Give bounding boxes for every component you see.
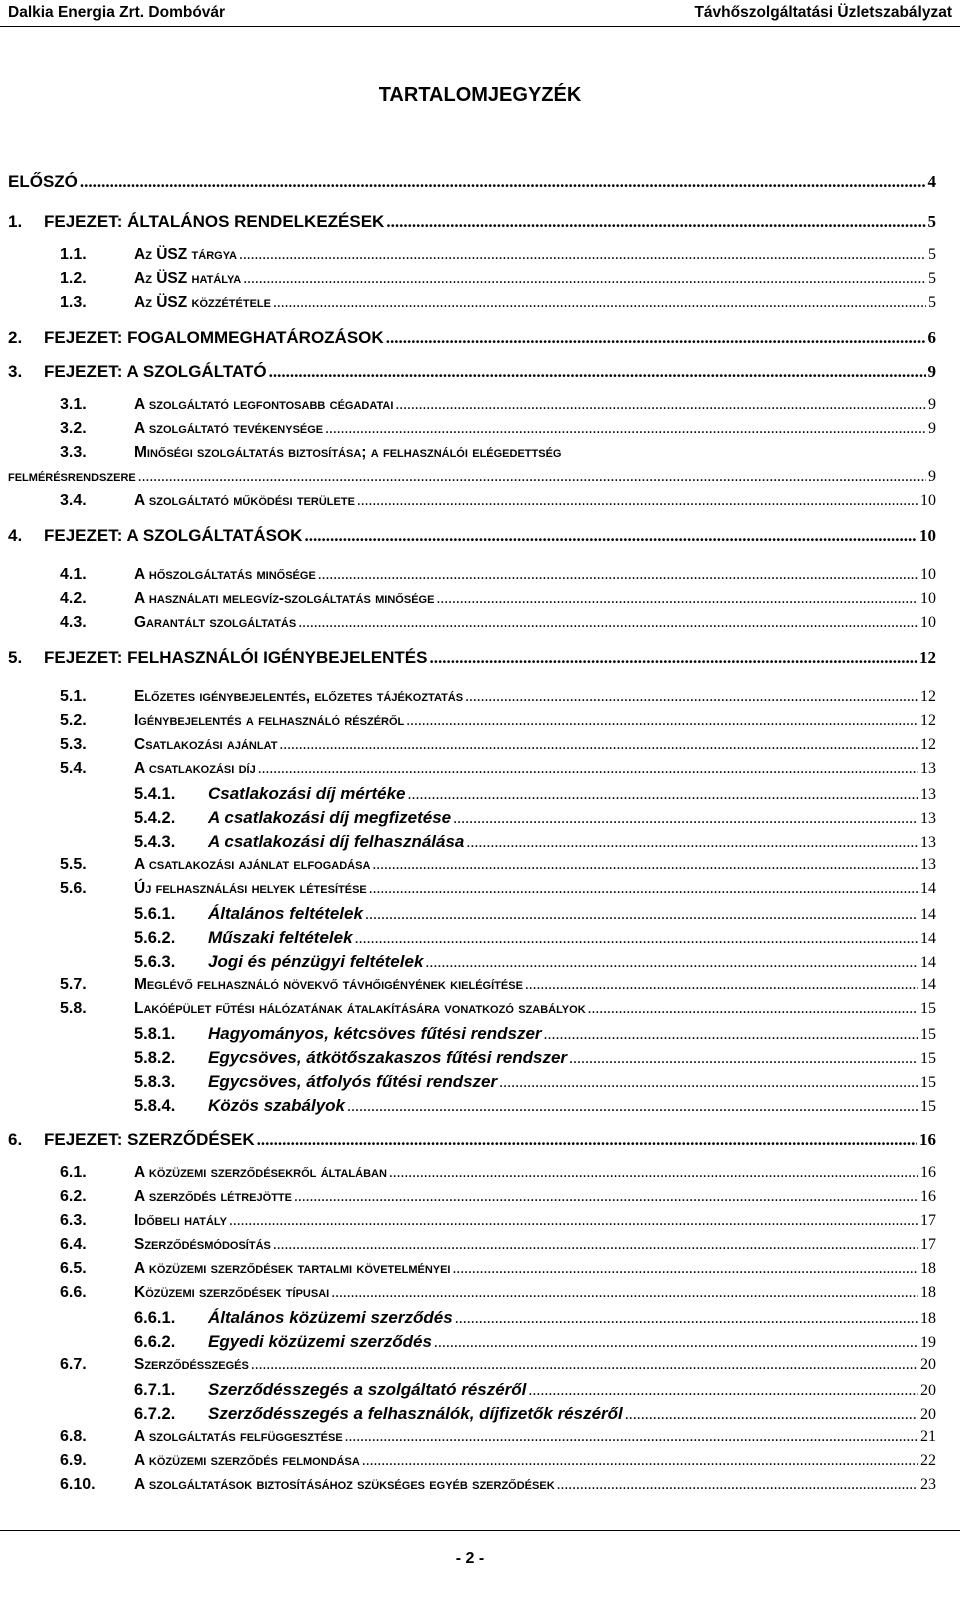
toc-entry[interactable] [134,1048,936,1072]
toc-entry-number: 5.5. [60,856,87,873]
toc-entry-number: 6.9. [60,1452,87,1469]
dot-leader [318,566,918,584]
dot-leader [273,1236,918,1254]
toc-entry[interactable] [60,976,936,1000]
dot-leader [365,906,918,924]
toc-entry[interactable] [60,1284,936,1308]
toc-entry-title: A szerződés létrejötte [134,1188,292,1205]
toc-entry-number: 6.6.1. [134,1309,176,1327]
toc-entry-page: 18 [920,1260,936,1277]
toc-entry[interactable] [8,1130,936,1154]
toc-entry-title: Egycsöves, átfolyós fűtési rendszer [208,1072,498,1091]
dot-leader [436,590,918,608]
toc-entry-number: 5.8.1. [134,1025,176,1043]
toc-entry-title: Lakóépület fűtési hálózatának átalakítására vonatkozó szabályok [134,1000,586,1017]
dot-leader [389,1164,918,1182]
dot-leader [528,1382,918,1400]
toc-entry-title: FEJEZET: A SZOLGÁLTATÓ [44,362,267,381]
toc-entry[interactable] [60,760,936,784]
toc-entry-number: 1.3. [60,294,87,311]
toc-entry-number: 5.4.3. [134,833,176,851]
toc-entry-title: A szolgáltatás felfüggesztése [134,1428,343,1445]
toc-entry-title: A közüzemi szerződések tartalmi követelményei [134,1260,451,1277]
toc-entry[interactable] [60,270,936,294]
dot-leader [251,1356,918,1374]
toc-entry[interactable] [134,1024,936,1048]
dot-leader [347,1098,918,1116]
toc-entry-title: A csatlakozási díj megfizetése [208,808,452,827]
toc-entry-number: 6.7.1. [134,1381,176,1399]
toc-entry[interactable] [60,1164,936,1188]
toc-entry-page: 18 [920,1310,936,1327]
toc-entry-page: 16 [920,1188,936,1205]
header-divider [0,26,960,27]
toc-entry-page: 17 [920,1236,936,1253]
dot-leader [369,880,918,898]
dot-leader [269,362,926,382]
toc-entry[interactable] [8,328,936,352]
toc-entry-page: 23 [920,1476,936,1493]
toc-entry-page: 13 [920,786,936,803]
toc-entry-title: Csatlakozási díj mértéke [208,784,406,803]
toc-entry-page: 10 [919,526,936,545]
toc-entry-number: 6.5. [60,1260,87,1277]
toc-entry-title: A csatlakozási díj felhasználása [208,832,465,851]
toc-entry-page: 18 [920,1284,936,1301]
toc-entry-number: 4. [8,526,23,545]
toc-entry[interactable] [134,808,936,832]
toc-entry-number: 4.2. [60,590,87,607]
toc-entry[interactable] [60,246,936,270]
toc-entry-title: Az ÜSZ hatálya [134,270,242,287]
toc-entry[interactable] [60,1356,936,1380]
toc-entry-title: Előzetes igénybejelentés, előzetes tájékoztatás [134,688,464,705]
toc-entry-page: 10 [920,614,936,631]
toc-entry-page: 19 [920,1334,936,1351]
dot-leader [453,1260,919,1278]
toc-entry-title: A szolgáltatások biztosításához szükséges egyéb szerződések [134,1476,555,1493]
page-number: - 2 - [455,1550,485,1567]
toc-entry-title: Egycsöves, átkötőszakaszos fűtési rendszer [208,1048,568,1067]
dot-leader [544,1026,918,1044]
toc-entry-number: 3.2. [60,420,87,437]
toc-entry-title: Szerződésszegés [134,1356,249,1373]
toc-entry-number: 5.6.1. [134,905,176,923]
dot-leader [243,270,926,288]
toc-entry-page: 9 [928,396,936,413]
toc-entry-title: Általános feltételek [208,904,363,923]
toc-entry[interactable] [8,172,936,196]
dot-leader [407,786,918,804]
toc-entry-number: 5.4.1. [134,785,176,803]
dot-leader [372,856,918,874]
toc-entry-page: 14 [920,954,936,971]
toc-entry-title: Csatlakozási ajánlat [134,736,278,753]
toc-entry-number: 3. [8,362,23,381]
toc-entry-page: 5 [927,212,936,231]
toc-entry[interactable] [8,362,936,386]
toc-entry-page: 15 [920,1074,936,1091]
dot-leader [455,1310,918,1328]
toc-entry[interactable] [60,1452,936,1476]
dot-leader [434,1334,918,1352]
toc-entry[interactable] [8,526,936,550]
dot-leader [331,1284,918,1302]
toc-entry-title: Igénybejelentés a felhasználó részéről [134,712,405,729]
toc-entry-page: 5 [928,294,936,311]
toc-entry-number: 5.3. [60,736,87,753]
toc-entry-page: 14 [920,906,936,923]
toc-entry-title: Minőségi szolgáltatás biztosítása; a felhasználói elégedettség [134,444,562,461]
toc-entry[interactable] [60,1236,936,1260]
toc-entry-number: 5.4.2. [134,809,176,827]
toc-entry-number: 5.6. [60,880,87,897]
dot-leader [229,1212,918,1230]
toc-entry-page: 14 [920,880,936,897]
toc-entry-title: Szerződésmódosítás [134,1236,271,1253]
toc-entry[interactable] [60,688,936,712]
toc-entry[interactable] [60,1428,936,1452]
dot-leader [425,954,918,972]
toc-entry-title: Általános közüzemi szerződés [208,1308,453,1327]
toc-entry-title: A csatlakozási ajánlat elfogadása [134,856,371,873]
toc-entry-title: Szerződésszegés a szolgáltató részéről [208,1380,527,1399]
dot-leader [258,760,918,778]
toc-entry-number: 6.10. [60,1476,96,1493]
toc-entry-title: A szolgáltató legfontosabb cégadatai [134,396,394,413]
toc-entry-page: 9 [928,468,936,485]
header-company: Dalkia Energia Zrt. Dombóvár [8,4,226,21]
toc-entry[interactable] [134,1404,936,1428]
dot-leader [325,420,926,438]
toc-entry-number: 5.8.3. [134,1073,176,1091]
toc-entry-number: 4.1. [60,566,87,583]
toc-entry-number: 1.1. [60,246,87,263]
toc-entry-number: 6.2. [60,1188,87,1205]
toc-entry-page: 22 [920,1452,936,1469]
toc-entry-number: 3.3. [60,444,87,461]
dot-leader [345,1428,918,1446]
toc-entry-title: A hőszolgáltatás minősége [134,566,316,583]
toc-entry-number: 6.8. [60,1428,87,1445]
toc-entry-title: FEJEZET: ÁLTALÁNOS RENDELKEZÉSEK [44,212,385,231]
toc-entry-title: Közüzemi szerződések típusai [134,1284,330,1301]
toc-entry-continuation[interactable] [8,468,936,492]
page-header [0,0,960,28]
toc-entry-page: 4 [927,172,936,191]
toc-entry[interactable] [60,294,936,318]
toc-entry-number: 6.7. [60,1356,87,1373]
toc-entry[interactable] [60,396,936,420]
toc-entry-number: 5.4. [60,760,87,777]
toc-entry-number: 3.4. [60,492,87,509]
toc-entry[interactable] [60,566,936,590]
toc-entry-title: Közös szabályok [208,1096,345,1115]
dot-leader [499,1074,918,1092]
toc-entry-page: 15 [920,1098,936,1115]
toc-entry-page: 15 [920,1050,936,1067]
dot-leader [355,930,918,948]
toc-entry-page: 21 [920,1428,936,1445]
toc-entry-title: Az ÜSZ közzététele [134,294,271,311]
toc-entry[interactable] [60,420,936,444]
toc-entry-number: 5.6.3. [134,953,176,971]
toc-entry-number: 6. [8,1130,23,1149]
toc-entry[interactable] [134,928,936,952]
toc-entry-number: 1.2. [60,270,87,287]
dot-leader [588,1000,918,1018]
toc-entry[interactable] [60,590,936,614]
toc-entry-title: Meglévő felhasználó növekvő távhőigényének kielégítése [134,976,523,993]
toc-entry-title: FEJEZET: A SZOLGÁLTATÁSOK [44,526,303,545]
toc-entry-page: 5 [928,246,936,263]
toc-entry-page: 10 [920,566,936,583]
toc-entry-page: 13 [920,760,936,777]
toc-entry-page: 5 [928,270,936,287]
dot-leader [406,712,918,730]
toc-entry-page: 14 [920,976,936,993]
toc-entry-number: 6.6.2. [134,1333,176,1351]
dot-leader [298,614,918,632]
toc-entry-title: ELŐSZÓ [8,172,78,191]
toc-entry-page: 9 [928,420,936,437]
toc-entry[interactable] [134,784,936,808]
toc-entry-page: 13 [920,834,936,851]
toc-entry[interactable] [8,212,936,236]
toc-entry-title-continuation: felmérésrendszere [8,468,136,485]
toc-entry[interactable] [60,1476,936,1500]
toc-entry-page: 10 [920,492,936,509]
toc-entry-number: 5.1. [60,688,87,705]
toc-entry-page: 15 [920,1000,936,1017]
toc-entry-page: 12 [920,712,936,729]
toc-entry-page: 15 [920,1026,936,1043]
toc-entry-number: 5.6.2. [134,929,176,947]
toc-entry-title: Az ÜSZ tárgya [134,246,237,263]
dot-leader [625,1406,918,1424]
dot-leader [239,246,926,264]
toc-entry-title: Jogi és pénzügyi feltételek [208,952,424,971]
toc-entry-page: 17 [920,1212,936,1229]
page-title: TARTALOMJEGYZÉK [378,84,582,106]
dot-leader [430,648,918,668]
toc-entry-title: Új felhasználási helyek létesítése [134,880,367,897]
dot-leader [294,1188,918,1206]
dot-leader [395,396,926,414]
toc-entry-title: A közüzemi szerződésekről általában [134,1164,387,1181]
toc-entry-page: 20 [920,1356,936,1373]
toc-entry[interactable] [134,1096,936,1120]
toc-entry[interactable] [60,1188,936,1212]
toc-entry-page: 14 [920,930,936,947]
toc-entry-title: Egyedi közüzemi szerződés [208,1332,432,1351]
toc-entry-page: 13 [920,810,936,827]
dot-leader [304,526,917,546]
toc-entry-page: 6 [927,328,936,347]
toc-entry-page: 20 [920,1382,936,1399]
toc-entry[interactable] [60,880,936,904]
toc-entry-number: 4.3. [60,614,87,631]
toc-entry-page: 10 [920,590,936,607]
dot-leader [453,810,918,828]
toc-entry[interactable] [60,444,936,468]
toc-entry-title: Műszaki feltételek [208,928,353,947]
toc-entry-page: 16 [919,1130,936,1149]
dot-leader [138,468,926,486]
toc-entry[interactable] [134,904,936,928]
toc-entry-number: 6.4. [60,1236,87,1253]
toc-entry-number: 2. [8,328,23,347]
dot-leader [569,1050,918,1068]
toc-entry[interactable] [134,832,936,856]
toc-entry-number: 5. [8,648,23,667]
toc-entry[interactable] [60,712,936,736]
dot-leader [273,294,926,312]
toc-entry-title: Hagyományos, kétcsöves fűtési rendszer [208,1024,542,1043]
toc-entry-title: FEJEZET: FELHASZNÁLÓI IGÉNYBEJELENTÉS [44,648,428,667]
toc-entry-number: 5.7. [60,976,87,993]
toc-entry-number: 6.7.2. [134,1405,176,1423]
toc-entry[interactable] [134,952,936,976]
toc-entry-title: A használati melegvíz-szolgáltatás minősége [134,590,435,607]
toc-entry[interactable] [60,492,936,516]
dot-leader [465,688,918,706]
toc-entry-number: 6.6. [60,1284,87,1301]
toc-entry-title: A csatlakozási díj [134,760,256,777]
toc-entry[interactable] [134,1308,936,1332]
dot-leader [257,1130,917,1150]
footer-divider [0,1530,960,1531]
toc-entry-page: 9 [927,362,936,381]
toc-entry-title: A szolgáltató működési területe [134,492,355,509]
toc-entry[interactable] [134,1332,936,1356]
toc-entry-page: 13 [920,856,936,873]
dot-leader [80,172,926,192]
dot-leader [525,976,918,994]
toc-entry-page: 12 [920,736,936,753]
dot-leader [557,1476,918,1494]
toc-entry-number: 5.2. [60,712,87,729]
toc-entry-title: A szolgáltató tevékenysége [134,420,324,437]
toc-entry-page: 20 [920,1406,936,1423]
toc-entry[interactable] [134,1072,936,1096]
toc-entry[interactable] [8,648,936,672]
toc-entry-number: 5.8.2. [134,1049,176,1067]
dot-leader [279,736,918,754]
toc-entry-number: 1. [8,212,23,231]
dot-leader [386,328,926,348]
toc-entry[interactable] [60,1260,936,1284]
dot-leader [466,834,918,852]
toc-entry-page: 12 [920,688,936,705]
toc-entry-title: FEJEZET: FOGALOMMEGHATÁROZÁSOK [44,328,384,347]
toc-entry-number: 5.8.4. [134,1097,176,1115]
toc-entry-number: 6.1. [60,1164,87,1181]
toc-entry[interactable] [134,1380,936,1404]
toc-entry[interactable] [60,1000,936,1024]
toc-entry-number: 3.1. [60,396,87,413]
dot-leader [362,1452,918,1470]
toc-entry-number: 5.8. [60,1000,87,1017]
toc-entry[interactable] [60,614,936,638]
toc-entry[interactable] [60,856,936,880]
toc-entry-title: A közüzemi szerződés felmondása [134,1452,360,1469]
toc-entry[interactable] [60,1212,936,1236]
toc-entry-number: 6.3. [60,1212,87,1229]
dot-leader [386,212,925,232]
toc-entry-page: 12 [919,648,936,667]
toc-entry-title: Szerződésszegés a felhasználók, díjfizetők részéről [208,1404,623,1423]
toc-entry-page: 16 [920,1164,936,1181]
toc-entry-title: Időbeli hatály [134,1212,227,1229]
dot-leader [357,492,918,510]
toc-entry-title: FEJEZET: SZERZŐDÉSEK [44,1130,255,1149]
toc-entry-title: Garantált szolgáltatás [134,614,297,631]
toc-entry[interactable] [60,736,936,760]
header-document-title: Távhőszolgáltatási Üzletszabályzat [694,4,952,21]
